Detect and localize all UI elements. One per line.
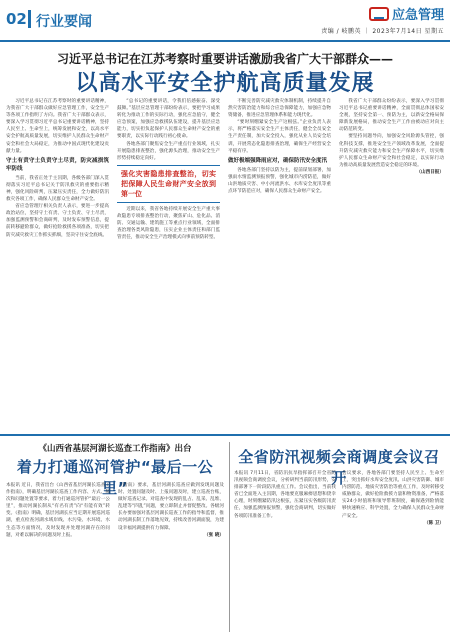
right-story-credit: （陈 卫） [424,520,444,526]
section-bar [28,10,31,28]
left-story-column-2-text: 《指南》要求，基层河湖长巡查应做到发现问题及时、处置问题及时、上报问题及时，建立巡查台账，做好巡查记录。对巡查中发现的乱占、乱采、乱堆、乱建等“四乱”问题，要立即制止并督促整改。各级河长办要加强对基层河湖长巡查工作的指导和监督，推动河湖长制工作落地见效，持续改善河湖面貌，为建设幸福河湖提供有力保障。 [118,483,224,531]
paragraph: 各地各部门坚持以防为主，提前谋划部署，加强雨水情监测预报预警，强化城市内涝防范，做好山洪地质灾害、中小河流洪水、水库安全度汛等重点环节防范应对，确保人民群众生命财产安全。 [228,167,331,195]
subheading: 守土有责守土负责守土尽责，防灾减损筑牢防线 [6,157,109,172]
paragraph: 我省广大干部群众纷纷表示，要深入学习贯彻习近平总书记重要讲话精神，全面贯彻总体国家安全观，坚持安全第一、预防为主，以新安全格局保障新发展格局，推动安全生产工作由被动应对向主动防范转变。 [339,99,444,133]
source-credit: （山西日报） [416,169,444,175]
right-story-column-1: 本报讯 7月11日，省防汛抗旱指挥部召开全省防汛视频会商调度会议，分析研判当前防汛形势，安排部署下一阶段防汛重点工作。会议指出，当前我省已全面进入主汛期，各地要克服麻痹思想和侥幸心理，时刻绷紧防汛这根弦，压紧压实各级防汛责任，加强监测预报预警，强化会商研判，切实做好各项防汛准备工作。 [234,471,336,519]
right-story-headline: 全省防汛视频会商调度会议召开 [238,448,440,487]
left-story-column-1: 本报讯 近日，我省出台《山西省基层河湖长巡查工作指南》，明确基层河湖长巡查工作内容、方式、频次和问题处置等要求，着力打通巡河管护“最后一公里”，推动河湖长制从“有名有责”向“有能有效”转变。《指南》明确，基层河湖长应当定期开展巡河巡湖，重点检查河湖水域岸线、水污染、水环境、水生态等方面情况，及时发现并处理河湖存在的问题，对难以解决的问题及时上报。 [6,483,110,538]
section-divider [0,434,450,436]
main-kicker: 习近平总书记在江苏考察时重要讲话激励我省广大干部群众—— [56,52,393,66]
left-story-credit: （张 晓） [204,532,224,538]
paragraph: 当前，我省正处于主汛期，各级各部门深入贯彻落实习近平总书记关于防汛救灾的重要指示精神，强化风险研判，压紧压实责任，全力做好防汛救灾各项工作，确保人民群众生命财产安全。 [6,175,109,203]
subheading: 做好极端强降雨应对，确保防汛安全度汛 [228,157,328,164]
masthead [0,0,450,42]
paragraph: 要坚持问题导向，加强安全风险源头管控，强化科技支撑，推进安全生产领域改革发展，全面提升防灾减灾救灾能力和安全生产保障水平，切实维护人民群众生命财产安全和社会稳定，以实际行动为推动高质量发展营造安全稳定的环境。 [339,134,444,168]
section-title: 行业要闻 [36,14,92,30]
main-column-4 [339,98,444,430]
paper-logo [369,4,444,23]
page-number: 02 [6,10,27,28]
masthead-meta: 责编 / 岐鹏英 ｜ 2023年7月14日 星期五 [321,28,444,35]
paragraph: 近期以来，我省各地持续开展安全生产重大事故隐患专项排查整治行动，聚焦矿山、危化品、消防、交通运输、建筑施工等重点行业领域，全面排查治理各类风险隐患，压实企业主体责任和部门监管责任，推动安全生产治理模式向事前预防转型。 [117,206,220,241]
paragraph: “要时刻绷紧安全生产这根弦。”企业负责人表示，将严格落实安全生产主体责任，健全全员安全生产责任制，加大安全投入，强化从业人员安全培训，开展常态化隐患排查治理，确保生产经营安全平稳有序。 [228,120,331,154]
boxed-subheading: 强化灾害隐患排查整治，切实把保障人民生命财产安全放到第一位 [117,165,220,203]
main-column-3 [228,98,331,430]
paragraph: 不断完善防灾减灾救灾体制机制，持续提升自然灾害防治能力和综合应急保障能力，加强应急物资储备，推进应急管理体系和能力现代化。 [228,99,331,119]
paragraph: 各地各部门聚焦安全生产重点行业领域，扎实开展隐患排查整治，强化源头治理，推动安全生产形势持续稳定向好。 [117,141,220,161]
left-story-headline: 着力打通巡河管护“最后一公里” [16,458,214,497]
main-column-1 [6,98,109,430]
paragraph: “总书记的重要讲话，令我们倍感振奋、深受鼓舞。”基层应急管理干部纷纷表示，要把学习成果转化为推动工作的实际行动，强化应急值守，健全应急预案，加强应急救援队伍建设，提升基层应急能力，切实担负起保护人民群众生命财产安全的重要职责，以实际行动践行初心使命。 [117,99,220,140]
right-story-column-2-text: 会议要求，各地各部门要坚持人民至上、生命至上，突出抓好水库安全度汛、山洪灾害防御、城市内涝防范、地质灾害防治等重点工作，及时转移受威胁群众，做好抢险救援力量和物资准备，严格落实24小时值班和领导带班制度，确保遇到险情能够快速响应、科学处置，全力确保人民群众生命财产安全。 [342,471,444,519]
left-story-column-2 [118,482,224,634]
column-rule [229,442,230,632]
main-headline: 以高水平安全护航高质量发展 [75,71,375,96]
newspaper-logo-icon [369,7,389,21]
main-column-2 [117,98,220,430]
right-story-column-2 [342,470,444,634]
paragraph: 省应急管理厅相关负责人表示，要进一步提高政治站位，坚持守土有责、守土负责、守土尽责，加强监测预警和会商研判，及时发布预警信息，提前转移避险群众，做好抢险救援各项准备，切实把防灾减灾救灾工作抓实抓细，坚决守住安全底线。 [6,204,109,238]
left-story-kicker: 《山西省基层河湖长巡查工作指南》出台 [38,444,192,454]
paper-name: 应急管理 [391,8,444,23]
paragraph: 习近平总书记在江苏考察时的重要讲话精神，为我省广大干部群众做好应急管理工作，安全生产等各项工作指明了方向。我省广大干部群众表示，要深入学习贯彻习近平总书记重要讲话精神，坚持人民至上、生命至上，统筹发展和安全，以高水平安全护航高质量发展，切实维护人民群众生命财产安全和社会大局稳定，为推动中国式现代化建设贡献力量。 [6,99,109,154]
